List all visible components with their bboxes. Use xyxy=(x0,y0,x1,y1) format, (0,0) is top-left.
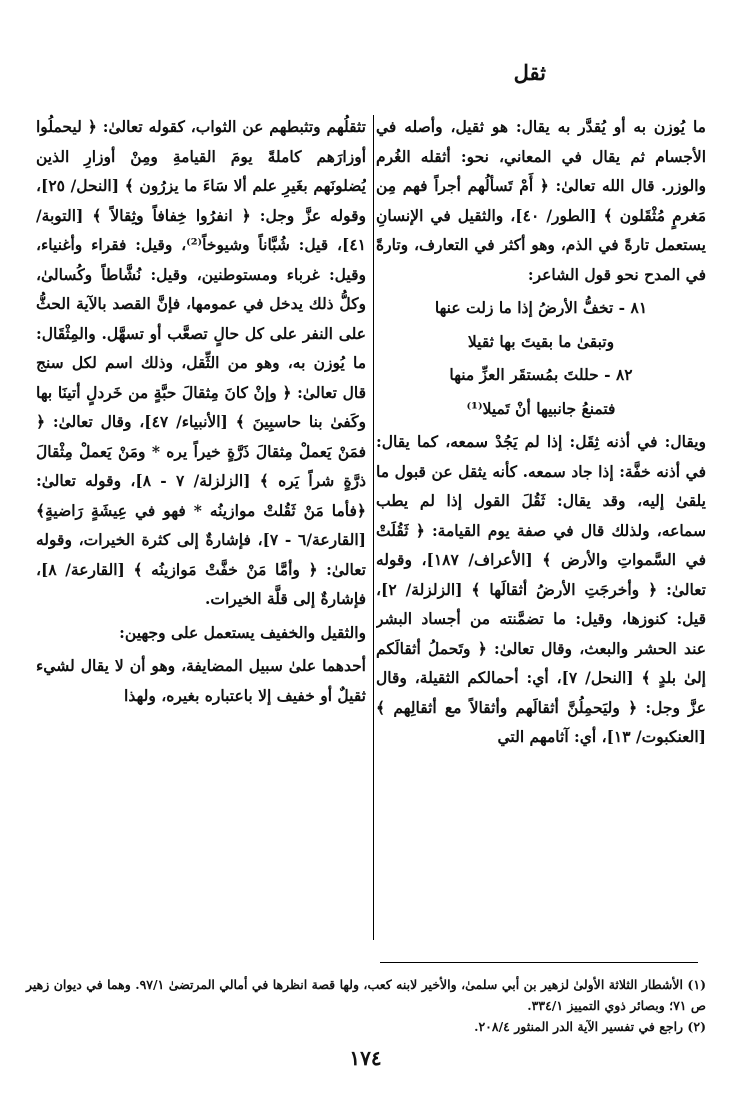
poetry-verse: فتمنعُ جانبيها أنْ تَميلا⁽¹⁾ xyxy=(466,398,616,418)
footnote-rule xyxy=(380,962,698,963)
right-column xyxy=(376,112,706,942)
footnotes xyxy=(26,974,706,1037)
paragraph: أحدهما علىٰ سبيل المضايفة، وهو أن لا يقال لشيء ثقيلٌ أو خفيف إلا باعتباره بغيره، ولهذا xyxy=(36,656,366,705)
paragraph: والثقيل والخفيف يستعمل على وجهين: xyxy=(119,622,366,642)
left-column xyxy=(36,112,366,942)
column-divider xyxy=(373,115,374,940)
poetry-verse: ٨١ - تخفُّ الأرضُ إذا ما زلت عنها xyxy=(434,298,648,317)
footnote: (٢) راجع في تفسير الآية الدر المنثور ٢٠٨/٤. xyxy=(474,1019,706,1034)
page-number: ١٧٤ xyxy=(349,1046,382,1070)
paragraph: ويقال: في أذنه ثِقَل: إذا لم يَجُدْ سمعه، كما يقال: في أذنه خفَّة: إذا جاد سمعه. كأنه يثقل عن قبول ما يلقىٰ إليه، وقد يقال: ثَقُلَ القول إذا لم يطب سماعه، ولذلك قال في صفة يوم القيامة: ﴿ ثَقُلَتْ في السَّمواتِ والأرض ﴾ [الأعراف/ ١٨٧]، وقوله تعالىٰ: ﴿ وأخرجَتِ الأرضُ أثقالَها ﴾ [الزلزلة/ ٢]، قيل: كنوزها، وقيل: ما تضمَّنته من أجساد البشر عند الحشر والبعث، وقال تعالىٰ: ﴿ وتَحملُ أثقالَكم إلىٰ بلدٍ ﴾ [النحل/ ٧]، أي: أحمالكم الثقيلة، وقال عزَّ وجل: ﴿ وليَحمِلُنَّ أثقالَهم وأثقالاً مع أثقالِهم ﴾ [العنكبوت/ ١٣]، أي: آثامهم التي xyxy=(376,432,706,746)
entry-headword: ثقل xyxy=(513,60,546,85)
poetry-verse: ٨٢ - حللتَ بمُستقَر العزِّ منها xyxy=(449,365,633,384)
footnote: (١) الأشطار الثلاثة الأولىٰ لزهير بن أبي سلمىٰ، والأخير لابنه كعب، ولها قصة انظرها في أمالي المرتضىٰ ٩٧/١. وهما في ديوان زهير ص ٧١؛ وبصائر ذوي التمييز ٣٣٤/١. xyxy=(26,977,706,1013)
paragraph: تثقلُهم وتثبطهم عن الثواب، كقوله تعالىٰ: ﴿ ليحملُوا أوزارَهم كاملةً يومَ القيامةِ ومِنْ أوزارِ الذين يُضلونَهم بغَيرِ علم ألا سَاءَ ما يزرُون ﴾ [النحل/ ٢٥]، وقوله عزَّ وجل: ﴿ انفرُوا خِفافاً وثِقالاً ﴾ [التوبة/ ٤١]، قيل: شُبَّاناً وشيوخاً⁽²⁾، وقيل: فقراء وأغنياء، وقيل: غرباء ومستوطنين، وقيل: نُشَّاطاً وكُسالىٰ، وكلُّ ذلك يدخل في عمومها، فإنَّ القصد بالآية الحثُّ على النفر على كل حالٍ تصعَّب أو تسهَّل. والمِثْقَال: ما يُوزن به، وهو من الثِّقل، وذلك اسم لكل سنج قال تعالىٰ: ﴿ وإنْ كانَ مِثقالَ حبَّةٍ من خَردلٍ أتينَا بها وكَفىٰ بنا حاسبِينَ ﴾ [الأنبياء/ ٤٧]، وقال تعالىٰ: ﴿ فمَنْ يَعملْ مِثقالَ ذَرَّةٍ خيراً يره * ومَنْ يَعملْ مِثْقالَ ذرَّةٍ شراً يَره ﴾ [الزلزلة/ ٧ - ٨]، وقوله تعالىٰ: ﴿فأما مَنْ ثَقُلتْ موازينُه * فهو في عِيشَةٍ رَاضيةٍ﴾ [القارعة/٦ - ٧]، فإشارةٌ إلى كثرة الخيرات، وقوله تعالىٰ: ﴿ وأمَّا مَنْ خفَّتْ مَوازينُه ﴾ [القارعة/ ٨]، فإشارةٌ إلى قلَّة الخيرات. xyxy=(36,117,366,608)
paragraph: ما يُوزن به أو يُقدَّر به يقال: هو ثقيل، وأصله في الأجسام ثم يقال في المعاني، نحو: أثقله الغُرم والوزر. قال الله تعالىٰ: ﴿ أَمْ تَسألُهم أجراً فهم مِن مَغرمٍ مُثْقَلون ﴾ [الطور/ ٤٠]، والثقيل في الإنسانِ يستعمل تارةً في الذم، وهو أكثر في التعارف، وتارةً في المدح نحو قول الشاعر: xyxy=(376,117,706,284)
poetry-verse: وتبقىٰ ما بقيتَ بها ثقيلا xyxy=(467,331,615,351)
